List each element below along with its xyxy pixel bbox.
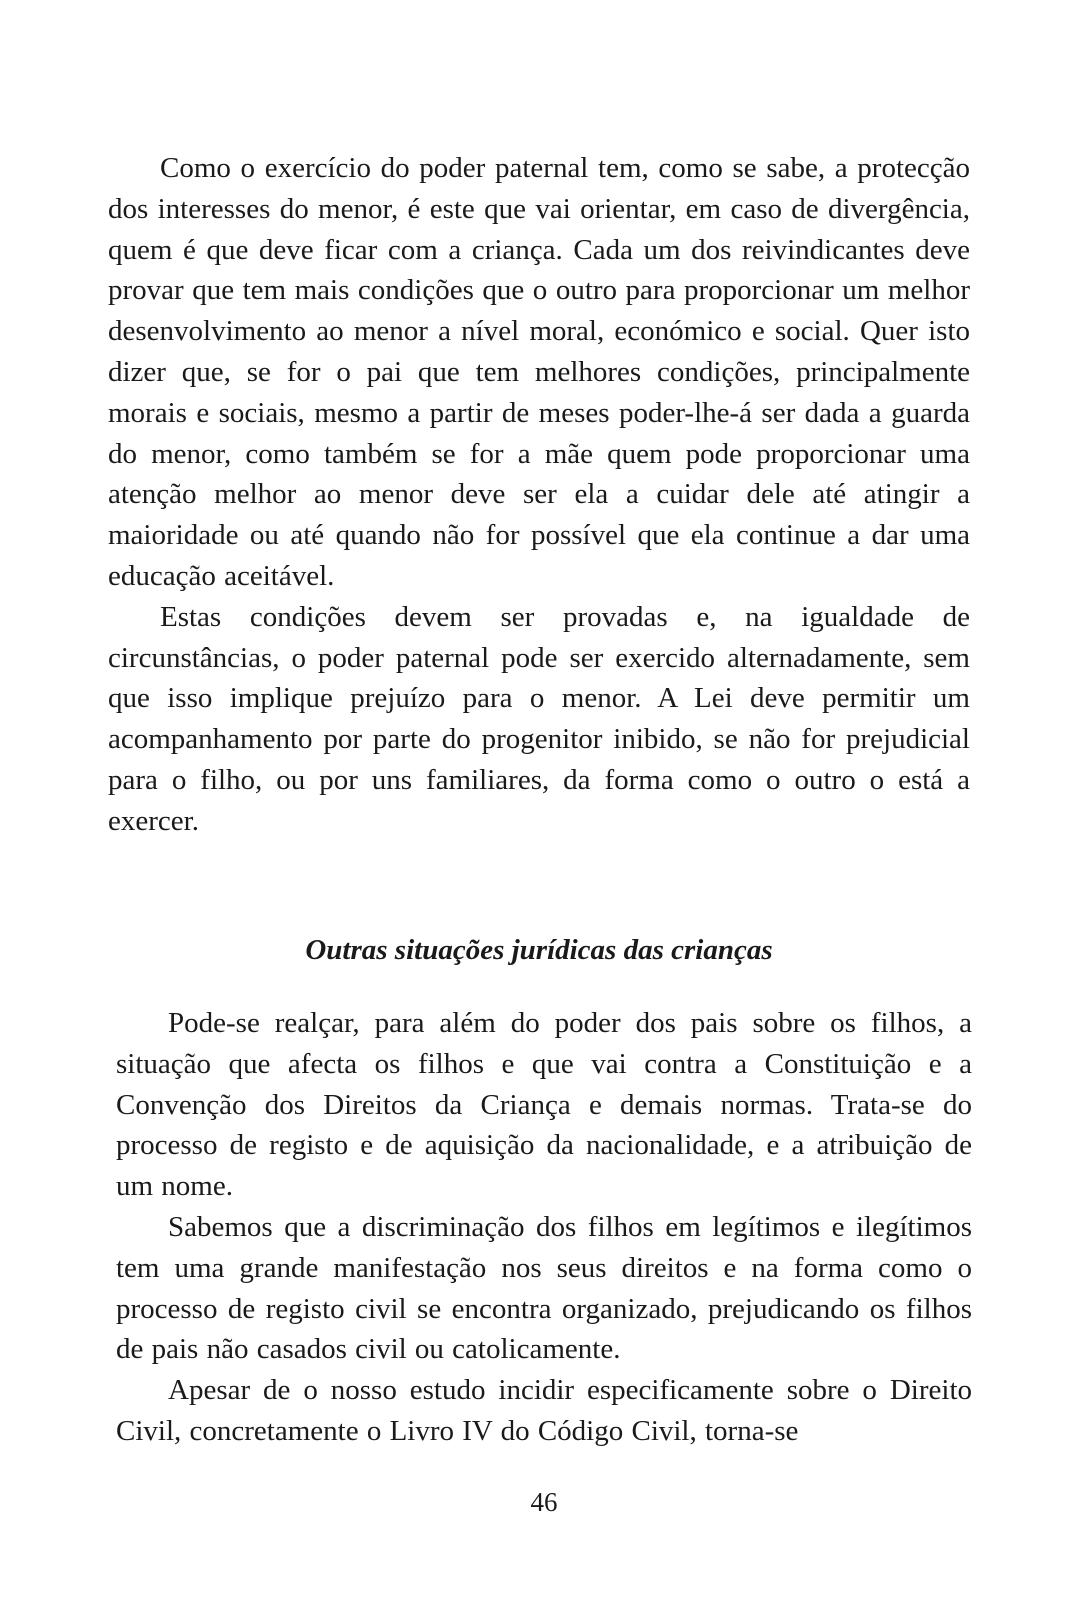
paragraph: Sabemos que a discriminação dos filhos em legítimos e ilegítimos tem uma grande manifestação nos seus direitos e na forma como o processo de registo civil se encontra organizado, prejudicando os filhos de pais não casados civil ou catolicamente. [116,1210,972,1366]
page-number: 46 [530,1487,558,1517]
section-heading: Outras situações jurídicas das crianças [305,934,773,966]
paragraph: Apesar de o nosso estudo incidir especificamente sobre o Direito Civil, concretamente o Livro IV do Código Civil, torna-se [116,1374,972,1447]
paragraph: Estas condições devem ser provadas e, na igualdade de circunstâncias, o poder paternal pode ser exercido alternadamente, sem que isso implique prejuízo para o menor. A Lei deve permitir um acompanhamento por parte do progenitor inibido, se não for prejudicial para o filho, ou por uns familiares, da forma como o outro o está a exercer. [108,600,970,837]
paragraph: Pode-se realçar, para além do poder dos pais sobre os filhos, a situação que afecta os filhos e que vai contra a Constituição e a Convenção dos Direitos da Criança e demais normas. Trata-se do processo de registo e de aquisição da nacionalidade, e a atribuição de um nome. [116,1007,972,1203]
section-2-body [116,1003,972,1452]
section-1-body [108,148,970,842]
paragraph: Como o exercício do poder paternal tem, como se sabe, a protecção dos interesses do menor, é este que vai orientar, em caso de divergência, quem é que deve ficar com a criança. Cada um dos reivindicantes deve provar que tem mais condições que o outro para proporcionar um melhor desenvolvimento ao menor a nível moral, económico e social. Quer isto dizer que, se for o pai que tem melhores condições, principalmente morais e sociais, mesmo a partir de meses poder-lhe-á ser dada a guarda do menor, como também se for a mãe quem pode proporcionar uma atenção melhor ao menor deve ser ela a cuidar dele até atingir a maioridade ou até quando não for possível que ela continue a dar uma educação aceitável. [108,152,970,592]
